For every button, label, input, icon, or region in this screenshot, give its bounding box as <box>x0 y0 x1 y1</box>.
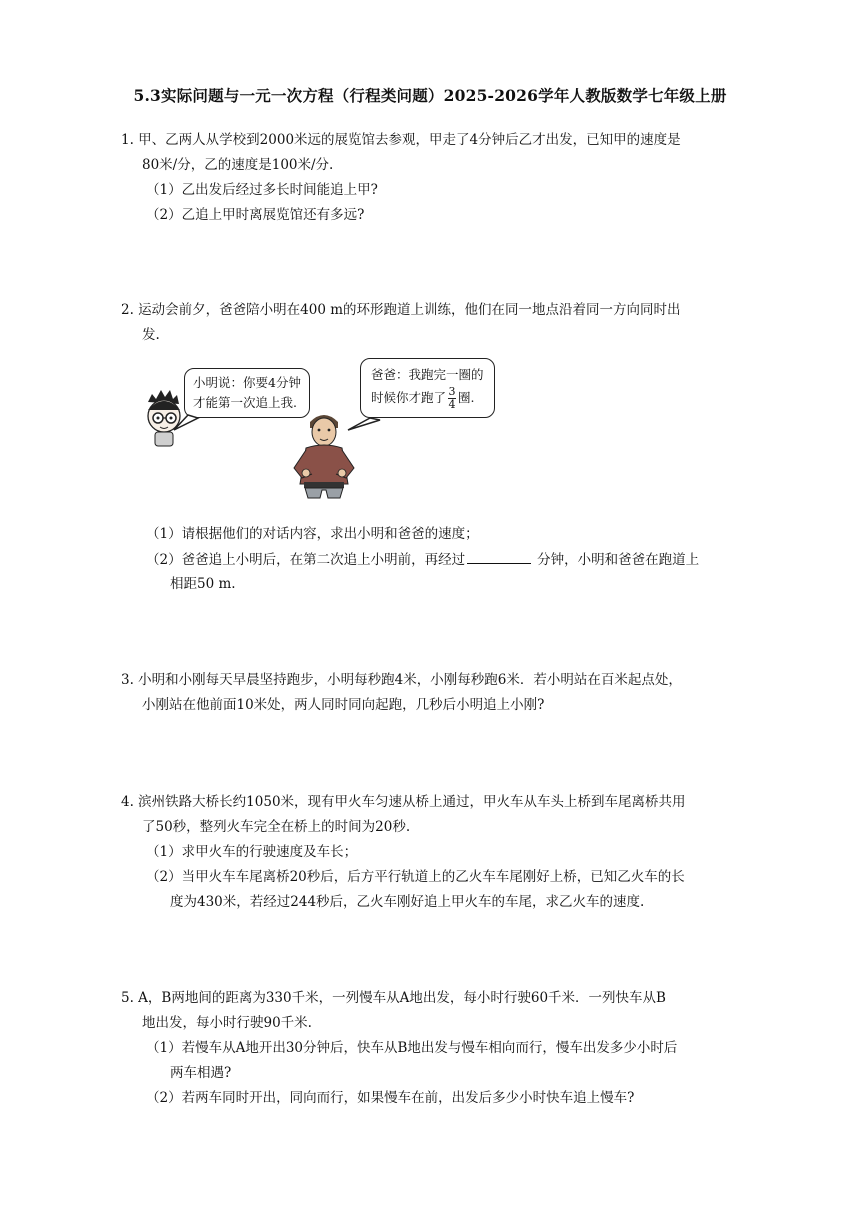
q5-line-1: 5. A，B两地间的距离为330千米，一列慢车从A地出发，每小时行驶60千米．一列快车从B <box>121 990 666 1006</box>
q3-line-2: 小刚站在他前面10米处，两人同时同向起跑，几秒后小明追上小刚? <box>142 697 545 713</box>
q4-sub-1: （1）求甲火车的行驶速度及车长； <box>146 844 358 860</box>
q1-sub-2: （2）乙追上甲时离展览馆还有多远? <box>146 207 365 223</box>
dad-speech-line-1: 爸爸：我跑完一圈的 <box>371 367 484 382</box>
q3-line-1: 3. 小明和小刚每天早晨坚持跑步，小明每秒跑4米，小刚每秒跑6米．若小明站在百米起点处， <box>121 672 682 688</box>
q2-sub-2-cont: 相距50 m. <box>170 576 236 592</box>
xiaoming-speech-line-2: 才能第一次追上我. <box>193 395 297 410</box>
q2-line-1: 2. 运动会前夕，爸爸陪小明在400 m的环形跑道上训练，他们在同一地点沿着同一方向同时出 <box>121 302 681 318</box>
q2-sub-2 <box>146 549 699 570</box>
q4-sub-2-cont: 度为430米，若经过244秒后，乙火车刚好追上甲火车的车尾，求乙火车的速度. <box>170 894 645 910</box>
fraction-three-quarters: $\frac{3}{4}$ <box>448 385 456 411</box>
q4-sub-2: （2）当甲火车车尾离桥20秒后，后方平行轨道上的乙火车车尾刚好上桥，已知乙火车的长 <box>146 869 685 885</box>
q5-sub-1: （1）若慢车从A地开出30分钟后，快车从B地出发与慢车相向而行，慢车出发多少小时后 <box>146 1040 678 1056</box>
q1-line-2: 80米/分，乙的速度是100米/分. <box>142 157 334 173</box>
q4-line-2: 了50秒，整列火车完全在桥上的时间为20秒. <box>142 819 411 835</box>
q5-line-2: 地出发，每小时行驶90千米. <box>142 1015 312 1031</box>
dad-icon <box>294 415 354 498</box>
xiaoming-speech-line-1: 小明说：你要4分钟 <box>193 375 301 390</box>
q5-sub-1-cont: 两车相遇? <box>170 1065 232 1081</box>
q5-sub-2: （2）若两车同时开出，同向而行，如果慢车在前，出发后多少小时快车追上慢车? <box>146 1090 635 1106</box>
answer-blank[interactable] <box>467 549 531 564</box>
q2-sub-1: （1）请根据他们的对话内容，求出小明和爸爸的速度； <box>146 526 479 542</box>
characters-drawing <box>140 360 520 505</box>
boy-icon <box>148 390 180 446</box>
dad-speech-line-2a: 时候你才跑了 <box>371 390 447 405</box>
q1-line-1: 1. 甲、乙两人从学校到2000米远的展览馆去参观，甲走了4分钟后乙才出发，已知甲的速度是 <box>121 132 681 148</box>
dad-speech-line-2b: 圈. <box>458 390 475 405</box>
q2-line-2: 发. <box>142 327 160 343</box>
page-title: 5.3实际问题与一元一次方程（行程类问题）2025-2026学年人教版数学七年级上册 <box>133 86 727 105</box>
q4-line-1: 4. 滨州铁路大桥长约1050米，现有甲火车匀速从桥上通过，甲火车从车头上桥到车尾离桥共用 <box>121 794 686 810</box>
q2-sub-2-part-a: （2）爸爸追上小明后，在第二次追上小明前，再经过 <box>146 552 466 568</box>
right-bubble-tail <box>348 418 380 430</box>
q1-sub-1: （1）乙出发后经过多长时间能追上甲? <box>146 182 378 198</box>
q2-sub-2-part-b: 分钟，小明和爸爸在跑道上 <box>537 552 700 568</box>
